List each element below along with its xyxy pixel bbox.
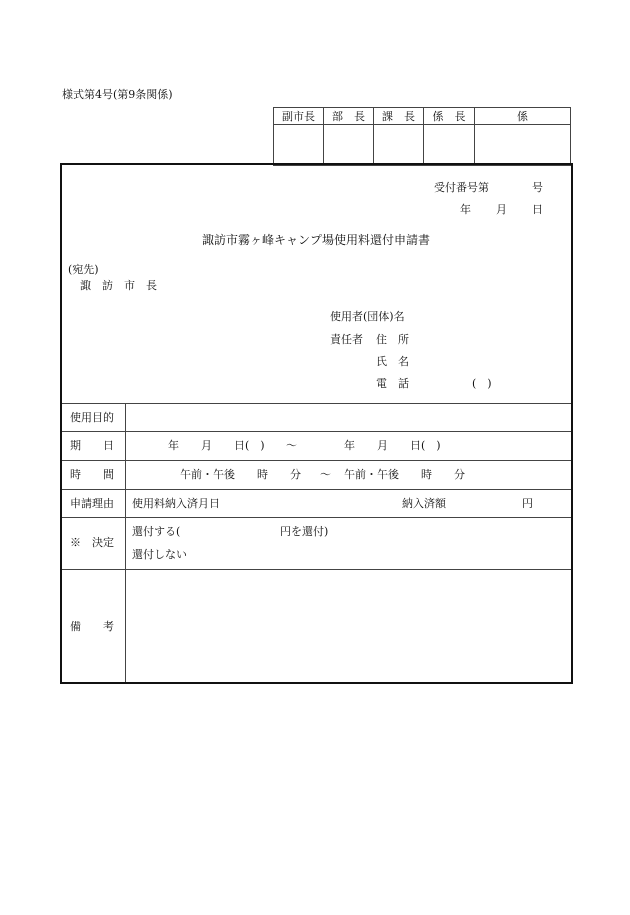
decision-label: ※ 決定 <box>70 536 114 549</box>
date-day-label: 日 <box>532 203 543 216</box>
receipt-number-prefix: 受付番号第 <box>434 181 489 194</box>
time-label: 時 間 <box>70 468 114 481</box>
decision-no-refund-option[interactable]: 還付しない <box>132 548 187 561</box>
approval-header-subsection-chief: 係 長 <box>424 108 475 125</box>
period-to[interactable]: 年 月 日( ) <box>344 439 441 452</box>
approval-seal-section-chief[interactable] <box>374 125 424 166</box>
remarks-label: 備 考 <box>70 620 114 633</box>
decision-refund-option[interactable]: 還付する( <box>132 525 181 538</box>
reason-yen: 円 <box>522 497 533 510</box>
form-reference: 様式第4号(第9条関係) <box>62 88 173 101</box>
approval-seal-subsection-chief[interactable] <box>424 125 475 166</box>
receipt-number-field[interactable] <box>492 179 530 195</box>
period-tilde: ～ <box>286 439 297 452</box>
addressee-name: 諏 訪 市 長 <box>80 279 157 292</box>
applicant-phone-paren: ( ) <box>472 377 492 390</box>
approval-seal-staff[interactable] <box>475 125 571 166</box>
period-from[interactable]: 年 月 日( ) <box>168 439 265 452</box>
applicant-user-label: 使用者(団体)名 <box>330 310 405 323</box>
date-year-label: 年 <box>460 203 471 216</box>
reason-paid-date[interactable]: 使用料納入済月日 <box>132 497 220 510</box>
time-from[interactable]: 午前・午後 時 分 <box>180 468 301 481</box>
period-label: 期 日 <box>70 439 114 452</box>
applicant-phone-label: 電 話 <box>376 377 409 390</box>
applicant-address-label: 住 所 <box>376 333 409 346</box>
form-title: 諏訪市霧ヶ峰キャンプ場使用料還付申請書 <box>202 233 431 247</box>
approval-header-staff: 係 <box>475 108 571 125</box>
purpose-label: 使用目的 <box>70 411 114 424</box>
approval-header-director: 部 長 <box>324 108 374 125</box>
approval-seal-vice-mayor[interactable] <box>274 125 324 166</box>
approval-header-section-chief: 課 長 <box>374 108 424 125</box>
approval-header-vice-mayor: 副市長 <box>274 108 324 125</box>
applicant-responsible-label: 責任者 <box>330 333 363 346</box>
reason-paid-amount[interactable]: 納入済額 <box>402 497 446 510</box>
date-month-label: 月 <box>496 203 507 216</box>
time-tilde: ～ <box>320 468 331 481</box>
remarks-input[interactable] <box>128 572 568 678</box>
addressee-prefix: (宛先) <box>68 263 99 276</box>
application-form <box>60 163 573 684</box>
approval-seal-director[interactable] <box>324 125 374 166</box>
purpose-input[interactable] <box>128 405 568 429</box>
receipt-number-suffix: 号 <box>532 181 543 194</box>
reason-label: 申請理由 <box>70 497 114 510</box>
applicant-name-label: 氏 名 <box>376 355 409 368</box>
approval-stamp-table <box>273 107 571 166</box>
time-to[interactable]: 午前・午後 時 分 <box>344 468 465 481</box>
decision-refund-suffix: 円を還付) <box>280 525 329 538</box>
